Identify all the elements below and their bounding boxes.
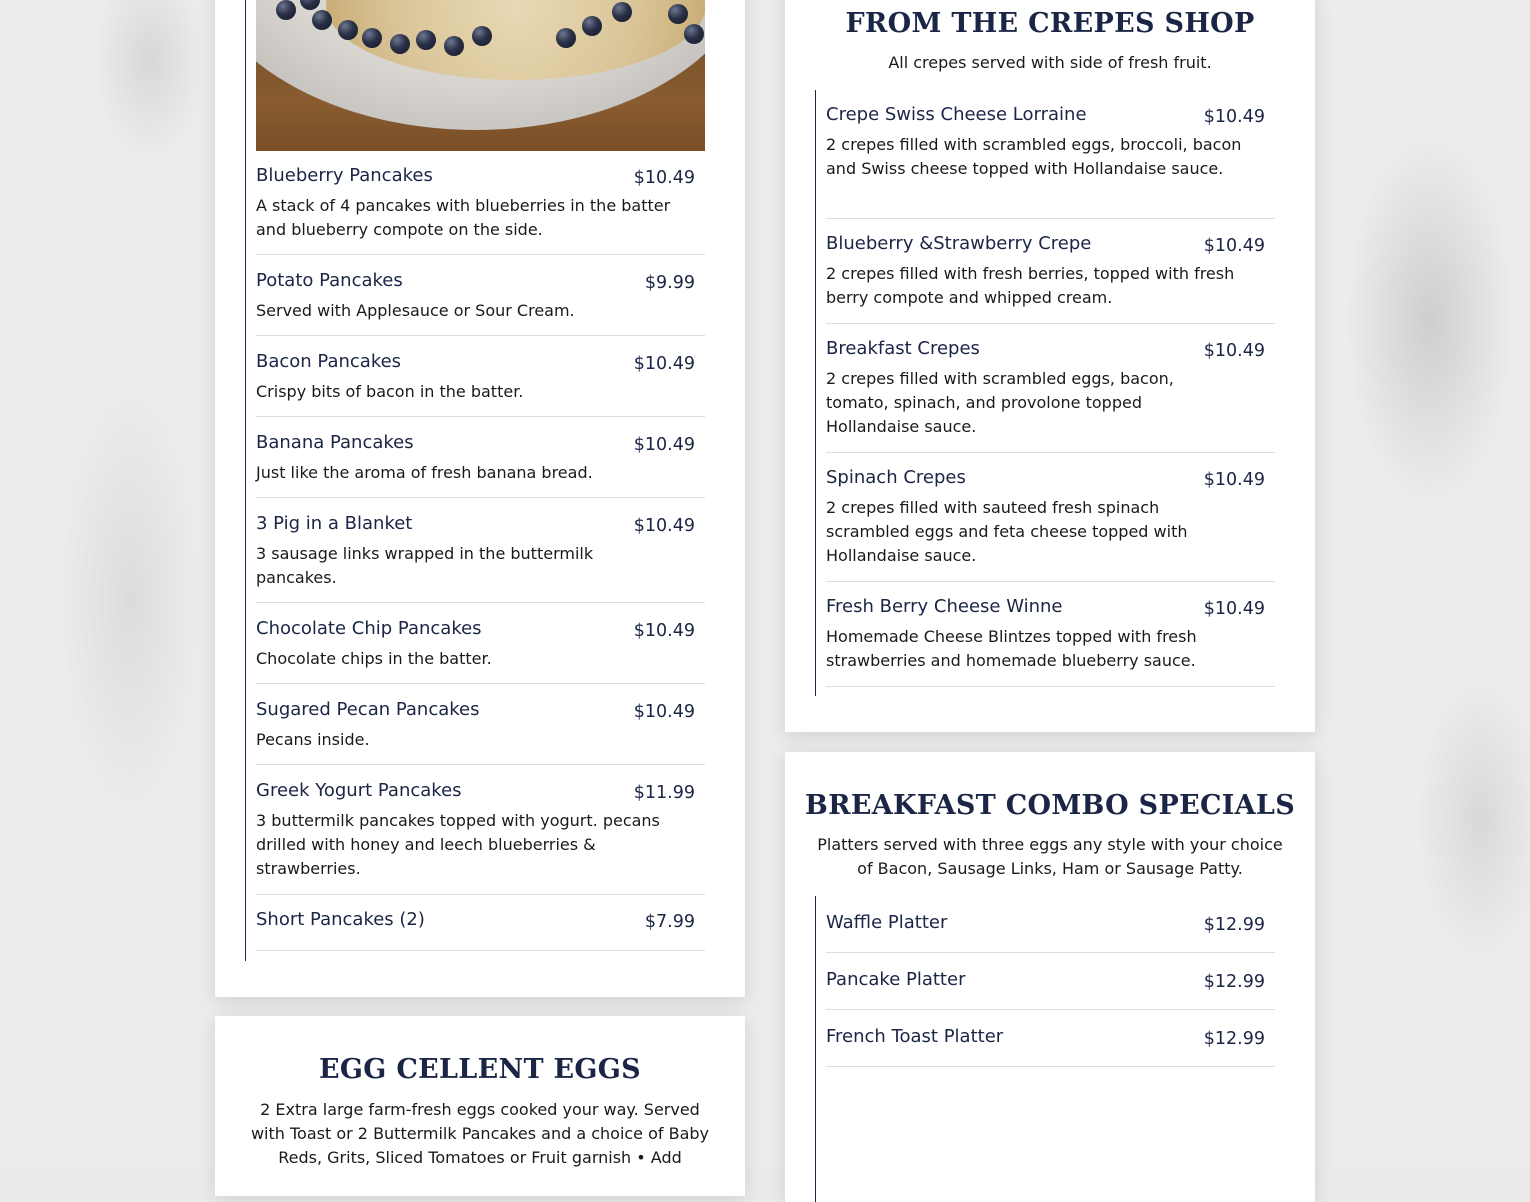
- item-name: Crepe Swiss Cheese Lorraine: [826, 104, 1087, 125]
- blueberry-graphic: [684, 24, 704, 44]
- menu-item: [256, 778, 705, 895]
- item-price: $10.49: [1203, 341, 1265, 361]
- blueberry-pancakes-photo: [256, 0, 705, 151]
- menu-item: [826, 594, 1275, 687]
- item-description: 2 crepes filled with scrambled eggs, bacon, tomato, spinach, and provolone topped Hollandaise sauce.: [826, 369, 1174, 436]
- item-price: $10.49: [633, 621, 695, 641]
- section-subtitle: All crepes served with side of fresh fruit.: [888, 53, 1212, 72]
- item-price: $10.49: [1203, 470, 1265, 490]
- item-price: $7.99: [644, 912, 695, 932]
- combos-section: [785, 752, 1315, 1202]
- item-name: Breakfast Crepes: [826, 338, 980, 359]
- menu-item: [256, 616, 705, 684]
- item-description: 2 crepes filled with scrambled eggs, broccoli, bacon and Swiss cheese topped with Hollandaise sauce.: [826, 135, 1242, 178]
- blueberry-graphic: [312, 10, 332, 30]
- menu-item: [826, 910, 1275, 953]
- item-price: $10.49: [633, 168, 695, 188]
- section-subtitle: Platters served with three eggs any style with your choice of Bacon, Sausage Links, Ham or Sausage Patty.: [817, 835, 1283, 878]
- blueberry-graphic: [416, 30, 436, 50]
- blueberry-graphic: [338, 20, 358, 40]
- item-price: $12.99: [1203, 1029, 1265, 1049]
- crepes-section: [785, 0, 1315, 732]
- menu-item: [256, 163, 705, 255]
- item-price: $12.99: [1203, 972, 1265, 992]
- item-name: Blueberry &Strawberry Crepe: [826, 233, 1092, 254]
- blueberry-graphic: [668, 4, 688, 24]
- item-name: Chocolate Chip Pancakes: [256, 618, 482, 639]
- item-price: $10.49: [1203, 107, 1265, 127]
- menu-item: [256, 907, 705, 951]
- item-name: Short Pancakes (2): [256, 909, 425, 930]
- blueberry-graphic: [276, 0, 296, 20]
- blueberry-graphic: [444, 36, 464, 56]
- item-price: $10.49: [1203, 599, 1265, 619]
- blueberry-graphic: [612, 2, 632, 22]
- item-price: $10.49: [633, 516, 695, 536]
- section-title: EGG CELLENT EGGS: [319, 1054, 641, 1085]
- item-name: Blueberry Pancakes: [256, 165, 433, 186]
- blueberry-graphic: [472, 26, 492, 46]
- item-price: $11.99: [633, 783, 695, 803]
- item-name: Sugared Pecan Pancakes: [256, 699, 480, 720]
- item-name: French Toast Platter: [826, 1026, 1004, 1047]
- item-name: Bacon Pancakes: [256, 351, 402, 372]
- item-description: Crispy bits of bacon in the batter.: [256, 382, 524, 401]
- menu-item: [826, 102, 1275, 219]
- menu-item: [826, 336, 1275, 453]
- menu-item: [256, 349, 705, 417]
- menu-item: [256, 511, 705, 603]
- item-name: Greek Yogurt Pancakes: [256, 780, 462, 801]
- section-rail: [815, 896, 816, 1202]
- item-description: 3 buttermilk pancakes topped with yogurt. pecans drilled with honey and leech blueberries & strawberries.: [256, 811, 660, 878]
- item-description: 2 crepes filled with sauteed fresh spinach scrambled eggs and feta cheese topped with Hollandaise sauce.: [826, 498, 1188, 565]
- item-price: $9.99: [644, 273, 695, 293]
- menu-item: [256, 430, 705, 498]
- item-price: $10.49: [633, 435, 695, 455]
- item-price: $10.49: [1203, 236, 1265, 256]
- item-description: 2 crepes filled with fresh berries, topped with fresh berry compote and whipped cream.: [826, 264, 1235, 307]
- pancakes-section: [215, 0, 745, 997]
- item-description: Served with Applesauce or Sour Cream.: [256, 301, 575, 320]
- menu-item: [826, 967, 1275, 1010]
- item-name: Waffle Platter: [826, 912, 948, 933]
- section-title: FROM THE CREPES SHOP: [845, 8, 1255, 39]
- menu-item: [826, 465, 1275, 582]
- item-name: 3 Pig in a Blanket: [256, 513, 413, 534]
- section-subtitle: 2 Extra large farm-fresh eggs cooked your way. Served with Toast or 2 Buttermilk Pancakes and a choice of Baby Reds, Grits, Sliced Tomatoes or Fruit garnish • Add: [250, 1100, 710, 1167]
- item-description: Homemade Cheese Blintzes topped with fresh strawberries and homemade blueberry sauce.: [826, 627, 1197, 670]
- item-description: A stack of 4 pancakes with blueberries in the batter and blueberry compote on the side.: [256, 196, 671, 239]
- blueberry-graphic: [390, 34, 410, 54]
- item-price: $10.49: [633, 354, 695, 374]
- item-price: $10.49: [633, 702, 695, 722]
- section-rail: [245, 0, 246, 961]
- menu-item: [826, 231, 1275, 324]
- item-name: Spinach Crepes: [826, 467, 966, 488]
- section-title: BREAKFAST COMBO SPECIALS: [804, 790, 1296, 821]
- item-description: Just like the aroma of fresh banana bread.: [256, 463, 593, 482]
- menu-item: [256, 268, 705, 336]
- item-name: Fresh Berry Cheese Winne: [826, 596, 1063, 617]
- blueberry-graphic: [556, 28, 576, 48]
- item-name: Potato Pancakes: [256, 270, 403, 291]
- item-name: Banana Pancakes: [256, 432, 414, 453]
- item-description: Chocolate chips in the batter.: [256, 649, 492, 668]
- item-description: 3 sausage links wrapped in the buttermilk pancakes.: [256, 544, 594, 587]
- item-price: $12.99: [1203, 915, 1265, 935]
- section-rail: [815, 90, 816, 696]
- item-name: Pancake Platter: [826, 969, 966, 990]
- blueberry-graphic: [362, 28, 382, 48]
- blueberry-graphic: [582, 16, 602, 36]
- menu-item: [256, 697, 705, 765]
- item-description: Pecans inside.: [256, 730, 370, 749]
- eggs-section: [215, 1016, 745, 1196]
- menu-item: [826, 1024, 1275, 1067]
